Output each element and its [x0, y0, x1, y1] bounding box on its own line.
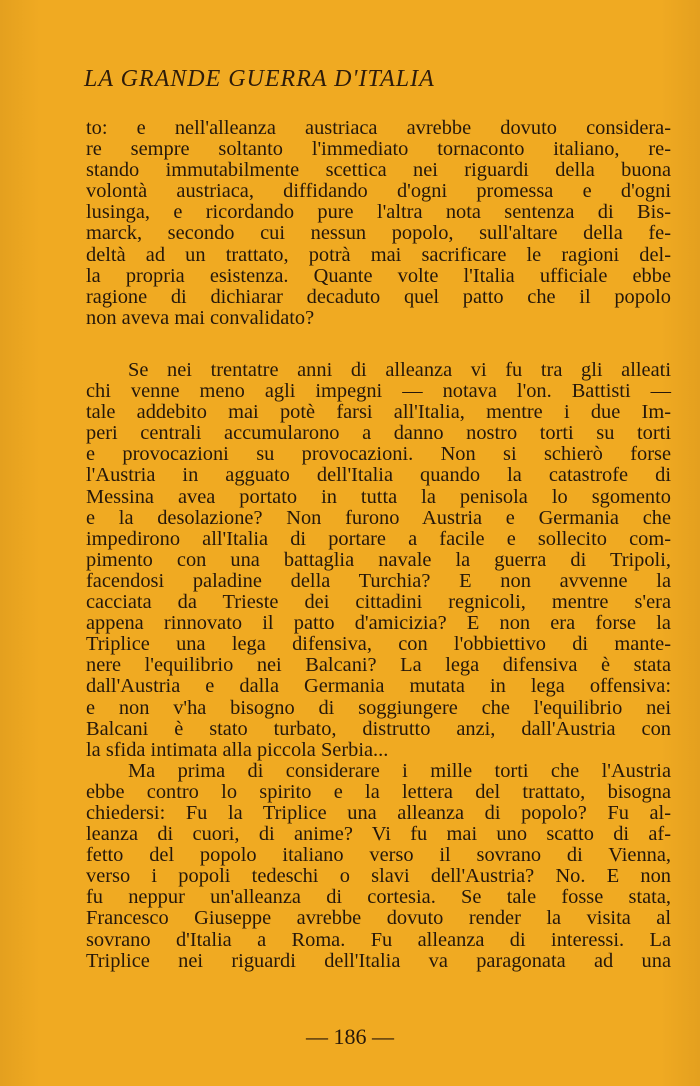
- running-head: LA GRANDE GUERRA D'ITALIA: [84, 66, 435, 92]
- text-line: ragione di dichiarar decaduto quel patto che il popolo: [86, 285, 671, 308]
- text-line: pimento con una battaglia navale la guerra di Tripoli,: [86, 548, 671, 571]
- text-line: dall'Austria e dalla Germania mutata in lega offensiva:: [86, 675, 671, 698]
- text-line: appena rinnovato il patto d'amicizia? E non era forse la: [86, 612, 671, 635]
- text-line: lusinga, e ricordando pure l'altra nota sentenza di Bis-: [86, 201, 671, 224]
- text-line: verso i popoli tedeschi o slavi dell'Austria? No. E non: [86, 865, 671, 888]
- text-line: sovrano d'Italia a Roma. Fu alleanza di interessi. La: [86, 928, 671, 951]
- text-line: Se nei trentatre anni di alleanza vi fu tra gli alleati: [128, 359, 671, 381]
- text-line: Francesco Giuseppe avrebbe dovuto render la visita al: [86, 907, 671, 930]
- text-line: to: e nell'alleanza austriaca avrebbe dovuto considera-: [86, 117, 671, 139]
- text-line: nere l'equilibrio nei Balcani? La lega difensiva è stata: [86, 654, 671, 677]
- text-line: Messina avea portato in tutta la penisola lo sgomento: [86, 485, 671, 508]
- text-line: fetto del popolo italiano verso il sovrano di Vienna,: [86, 844, 671, 867]
- text-line: marck, secondo cui nessun popolo, sull'altare della fe-: [86, 222, 671, 245]
- text-line: e non v'ha bisogno di soggiungere che l'equilibrio nei: [86, 696, 671, 719]
- text-line: chi venne meno agli impegni — notava l'on. Battisti —: [86, 380, 671, 403]
- text-line: cacciata da Trieste dei cittadini regnicoli, mentre s'era: [86, 591, 671, 614]
- text-line: stando immutabilmente scettica nei riguardi della buona: [86, 159, 671, 182]
- text-line: ebbe contro lo spirito e la lettera del trattato, bisogna: [86, 780, 671, 803]
- text-line: chiedersi: Fu la Triplice una alleanza di popolo? Fu al-: [86, 801, 671, 824]
- text-line: Triplice una lega difensiva, con l'obbiettivo di mante-: [86, 633, 671, 656]
- text-line: impedirono all'Italia di portare a facile e sollecito com-: [86, 527, 671, 550]
- text-line: fu neppur un'alleanza di cortesia. Se tale fosse stata,: [86, 886, 671, 909]
- text-line: l'Austria in agguato dell'Italia quando la catastrofe di: [86, 464, 671, 487]
- paragraph-battisti: [86, 360, 671, 972]
- text-line: Triplice nei riguardi dell'Italia va paragonata ad una: [86, 949, 671, 972]
- text-line: re sempre soltanto l'immediato tornaconto italiano, re-: [86, 138, 671, 161]
- text-line: non aveva mai convalidato?: [86, 306, 315, 329]
- text-line: Balcani è stato turbato, distrutto anzi, dall'Austria con: [86, 717, 671, 740]
- page-number: — 186 —: [306, 1024, 394, 1049]
- text-line: e la desolazione? Non furono Austria e Germania che: [86, 506, 671, 529]
- paragraph-continuation: [86, 118, 671, 329]
- text-line: e provocazioni su provocazioni. Non si schierò forse: [86, 443, 671, 466]
- text-line: leanza di cuori, di anime? Vi fu mai uno scatto di af-: [86, 823, 671, 846]
- text-line: la sfida intimata alla piccola Serbia...: [86, 738, 389, 761]
- text-line: deltà ad un trattato, potrà mai sacrificare le ragioni del-: [86, 243, 671, 266]
- text-line: facendosi paladine della Turchia? E non avvenne la: [86, 569, 671, 592]
- text-line: volontà austriaca, diffidando d'ogni promessa e d'ogni: [86, 180, 671, 203]
- text-line: la propria esistenza. Quante volte l'Italia ufficiale ebbe: [86, 264, 671, 287]
- text-line: Ma prima di considerare i mille torti che l'Austria: [128, 759, 671, 782]
- text-line: tale addebito mai potè farsi all'Italia, mentre i due Im-: [86, 401, 671, 424]
- text-line: peri centrali accumularono a danno nostro torti su torti: [86, 422, 671, 445]
